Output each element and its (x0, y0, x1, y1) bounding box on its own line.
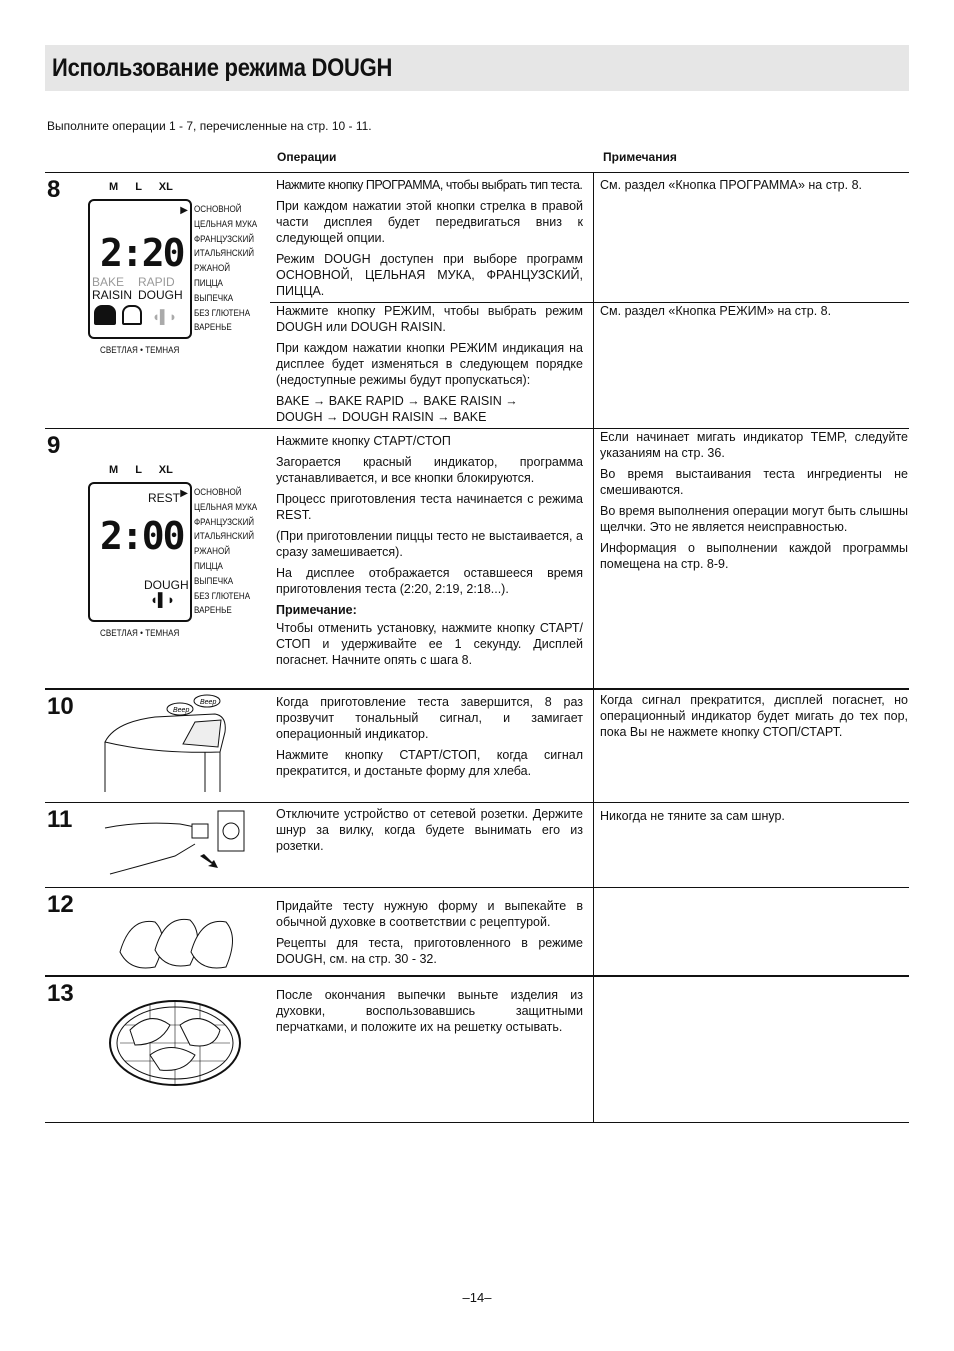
lcd: ▶ REST 2:00 DOUGH ◖▌◗ (88, 482, 192, 622)
step-12-ops: Придайте тесту нужную форму и выпекайте в обычной духовке в соответствии с рецептурой. Рецепты для теста, приготовленного в режиме DOUGH, см. на стр. 30 - 32. (276, 899, 583, 966)
header-operations: Операции (277, 150, 337, 164)
unplug-illustration (100, 806, 250, 878)
bread-maker-illustration (95, 692, 235, 797)
step-8-notes-b: См. раздел «Кнопка РЕЖИМ» на стр. 8. (600, 304, 832, 318)
step-number: 10 (47, 693, 74, 720)
page-title-bar (45, 45, 909, 91)
divider (45, 172, 909, 173)
dough-icon: ◖▌◗ (150, 592, 175, 607)
step-9-ops: Нажмите кнопку СТАРТ/СТОП Загорается красный индикатор, программа устанавливается, и все кнопки блокируются. Процесс приготовления теста начинается с режима REST. (При приготовлении пиццы тесто не выстаивается, а сразу замешивается). На дисплее отображается оставшееся время приготовления теста (2:20, 2:19, 2:18...). Примечание: Чтобы отменить установку, нажмите кнопку СТАРТ/СТОП и удерживайте ее 1 секунду. Дисплей погаснет. Начните опять с шага 8. (276, 434, 583, 667)
step-11-notes: Никогда не тяните за сам шнур. (600, 809, 785, 823)
program-list: ОСНОВНОЙ ЦЕЛЬНАЯ МУКА ФРАНЦУЗСКИЙ ИТАЛЬЯНСКИЙ РЖАНОЙ ПИЦЦА ВЫПЕЧКА БЕЗ ГЛЮТЕНА ВАРЕНЬЕ (194, 204, 258, 334)
lcd: ▶ 2:20 BAKE RAPID RAISIN DOUGH ◖▌◗ (88, 199, 192, 339)
display-illustration: M L XL ▶ 2:20 BAKE RAPID RAISIN DOUGH ◖▌◗ ОСНОВНОЙ ЦЕЛЬНАЯ МУКА ФРАНЦУЗСКИЙ ИТАЛЬЯНСКИЙ РЖАНОЙ ПИЦЦА ВЫПЕЧКА БЕЗ ГЛЮТЕНА ВАРЕНЬЕ СВЕТЛАЯ • ТЕМНАЯ (82, 181, 272, 361)
step-number: 13 (47, 980, 74, 1007)
divider (45, 1122, 909, 1123)
svg-text:Beep: Beep (200, 699, 217, 706)
step-number: 11 (47, 806, 73, 833)
program-list: ОСНОВНОЙ ЦЕЛЬНАЯ МУКА ФРАНЦУЗСКИЙ ИТАЛЬЯНСКИЙ РЖАНОЙ ПИЦЦА ВЫПЕЧКА БЕЗ ГЛЮТЕНА ВАРЕНЬЕ (194, 487, 258, 617)
divider (45, 688, 909, 690)
croissants-illustration (115, 912, 240, 974)
divider (45, 802, 909, 803)
divider (45, 887, 909, 888)
step-10-ops: Когда приготовление теста завершится, 8 раз прозвучит тональный сигнал, и замигает операционный индикатор. Нажмите кнопку СТАРТ/СТОП, когда сигнал прекратится, и достаньте форму для хлеба. (276, 695, 583, 778)
header-notes: Примечания (603, 150, 677, 164)
step-13-ops: После окончания выпечки выньте изделия из духовки, воспользовавшись защитными перчатками, и положите их на решетку остывать. (276, 988, 583, 1034)
page-title: Использование режима DOUGH (52, 54, 393, 82)
step-9-notes: Если начинает мигать индикатор TEMP, следуйте указаниям на стр. 36. Во время выстаивания теста ингредиенты не смешиваются. Во время выполнения операции могут быть слышны щелчки. Это не является неисправностью. Информация о выполнении каждой программы помещена на стр. 8-9. (600, 430, 908, 571)
dough-icon: ◖▌◗ (152, 309, 177, 324)
loaf-icon (94, 305, 116, 325)
bread-slice-icon (122, 305, 142, 325)
arrow-icon: ▶ (180, 205, 188, 216)
step-8-ops-a: Нажмите кнопку ПРОГРАММА, чтобы выбрать тип теста. При каждом нажатии этой кнопки стрелка в правой части дисплея будет передвигаться вниз к следующей опции. Режим DOUGH доступен при выборе программ ОСНОВНОЙ, ЦЕЛЬНАЯ МУКА, ФРАНЦУЗСКИЙ, ПИЦЦА. (276, 178, 583, 298)
step-11-ops: Отключите устройство от сетевой розетки. Держите шнур за вилку, когда будете вынимать его из розетки. (276, 807, 583, 853)
page-number: –14– (462, 1290, 492, 1305)
step-8-ops-b: Нажмите кнопку РЕЖИМ, чтобы выбрать режим DOUGH или DOUGH RAISIN. При каждом нажатии кнопки РЕЖИМ индикация на дисплее будет изменяться в следующем порядке (недоступные режимы будут пропускаться): BAKE → BAKE RAPID → BAKE RAISIN → DOUGH → DOUGH RAISIN → BAKE (276, 304, 583, 424)
svg-text:Beep: Beep (173, 707, 190, 714)
arrow-icon: ▶ (180, 488, 188, 499)
divider (45, 975, 909, 977)
step-number: 12 (47, 891, 74, 918)
step-number: 8 (47, 176, 61, 203)
display-illustration: M L XL ▶ REST 2:00 DOUGH ◖▌◗ ОСНОВНОЙ ЦЕЛЬНАЯ МУКА ФРАНЦУЗСКИЙ ИТАЛЬЯНСКИЙ РЖАНОЙ ПИЦЦА ВЫПЕЧКА БЕЗ ГЛЮТЕНА ВАРЕНЬЕ СВЕТЛАЯ • ТЕМНАЯ (82, 464, 272, 644)
step-number: 9 (47, 432, 61, 459)
cooling-rack-illustration (105, 995, 245, 1090)
column-divider (593, 172, 594, 1122)
step-8-notes-a: См. раздел «Кнопка ПРОГРАММА» на стр. 8. (600, 178, 862, 192)
step-10-notes: Когда сигнал прекратится, дисплей погаснет, но операционный индикатор будет мигать до тех пор, пока Вы не нажмете кнопку СТОП/СТАРТ. (600, 693, 908, 739)
intro-text: Выполните операции 1 - 7, перечисленные на стр. 10 - 11. (47, 119, 372, 133)
